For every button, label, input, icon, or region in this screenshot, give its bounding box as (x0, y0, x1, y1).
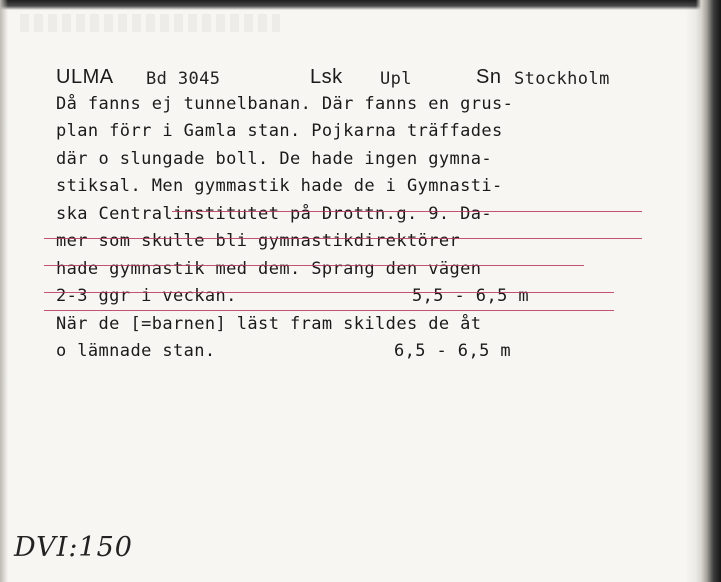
scan-top-shadow (0, 0, 721, 10)
pencil-underline (172, 211, 642, 212)
header-landskap-label: Lsk (310, 66, 343, 88)
header-volume: Bd 3045 (146, 69, 221, 89)
text-line: där o slungade boll. De hade ingen gymna- (56, 148, 493, 169)
measure-value: 6,5 - 6,5 m (394, 341, 511, 361)
header-name: ULMA (56, 66, 114, 88)
text-line: hade gymnastik med dem. Sprang den vägen (56, 258, 482, 279)
card-header (56, 66, 656, 94)
header-socken: Stockholm (514, 69, 610, 89)
header-landskap: Upl (380, 69, 412, 89)
header-socken-label: Sn (476, 66, 502, 88)
text-line: stiksal. Men gymmastik hade de i Gymnasti- (56, 176, 503, 196)
faded-stamp (20, 14, 280, 32)
text-line-with-measure (56, 341, 656, 369)
text-line: o lämnade stan. (56, 341, 216, 361)
pencil-underline (44, 265, 584, 266)
pencil-underline (44, 292, 614, 293)
card-text (56, 66, 656, 369)
text-line: Då fanns ej tunnelbanan. Där fanns en grus- (56, 93, 514, 114)
scan-right-edge (685, 0, 721, 582)
text-line: ska Centralinstitutet på Drottn.g. 9. Da- (56, 203, 493, 224)
text-line: plan förr i Gamla stan. Pojkarna träffades (56, 121, 503, 141)
scan-left-edge (0, 0, 8, 582)
text-line: 2-3 ggr i veckan. (56, 286, 237, 306)
text-line: mer som skulle bli gymnastikdirektörer (56, 231, 461, 251)
text-line: När de [=barnen] läst fram skildes de åt (56, 313, 482, 334)
measure-value: 5,5 - 6,5 m (412, 286, 529, 306)
catalog-number: DVI:150 (14, 532, 133, 563)
pencil-underline (44, 310, 614, 311)
pencil-underline (44, 238, 642, 239)
